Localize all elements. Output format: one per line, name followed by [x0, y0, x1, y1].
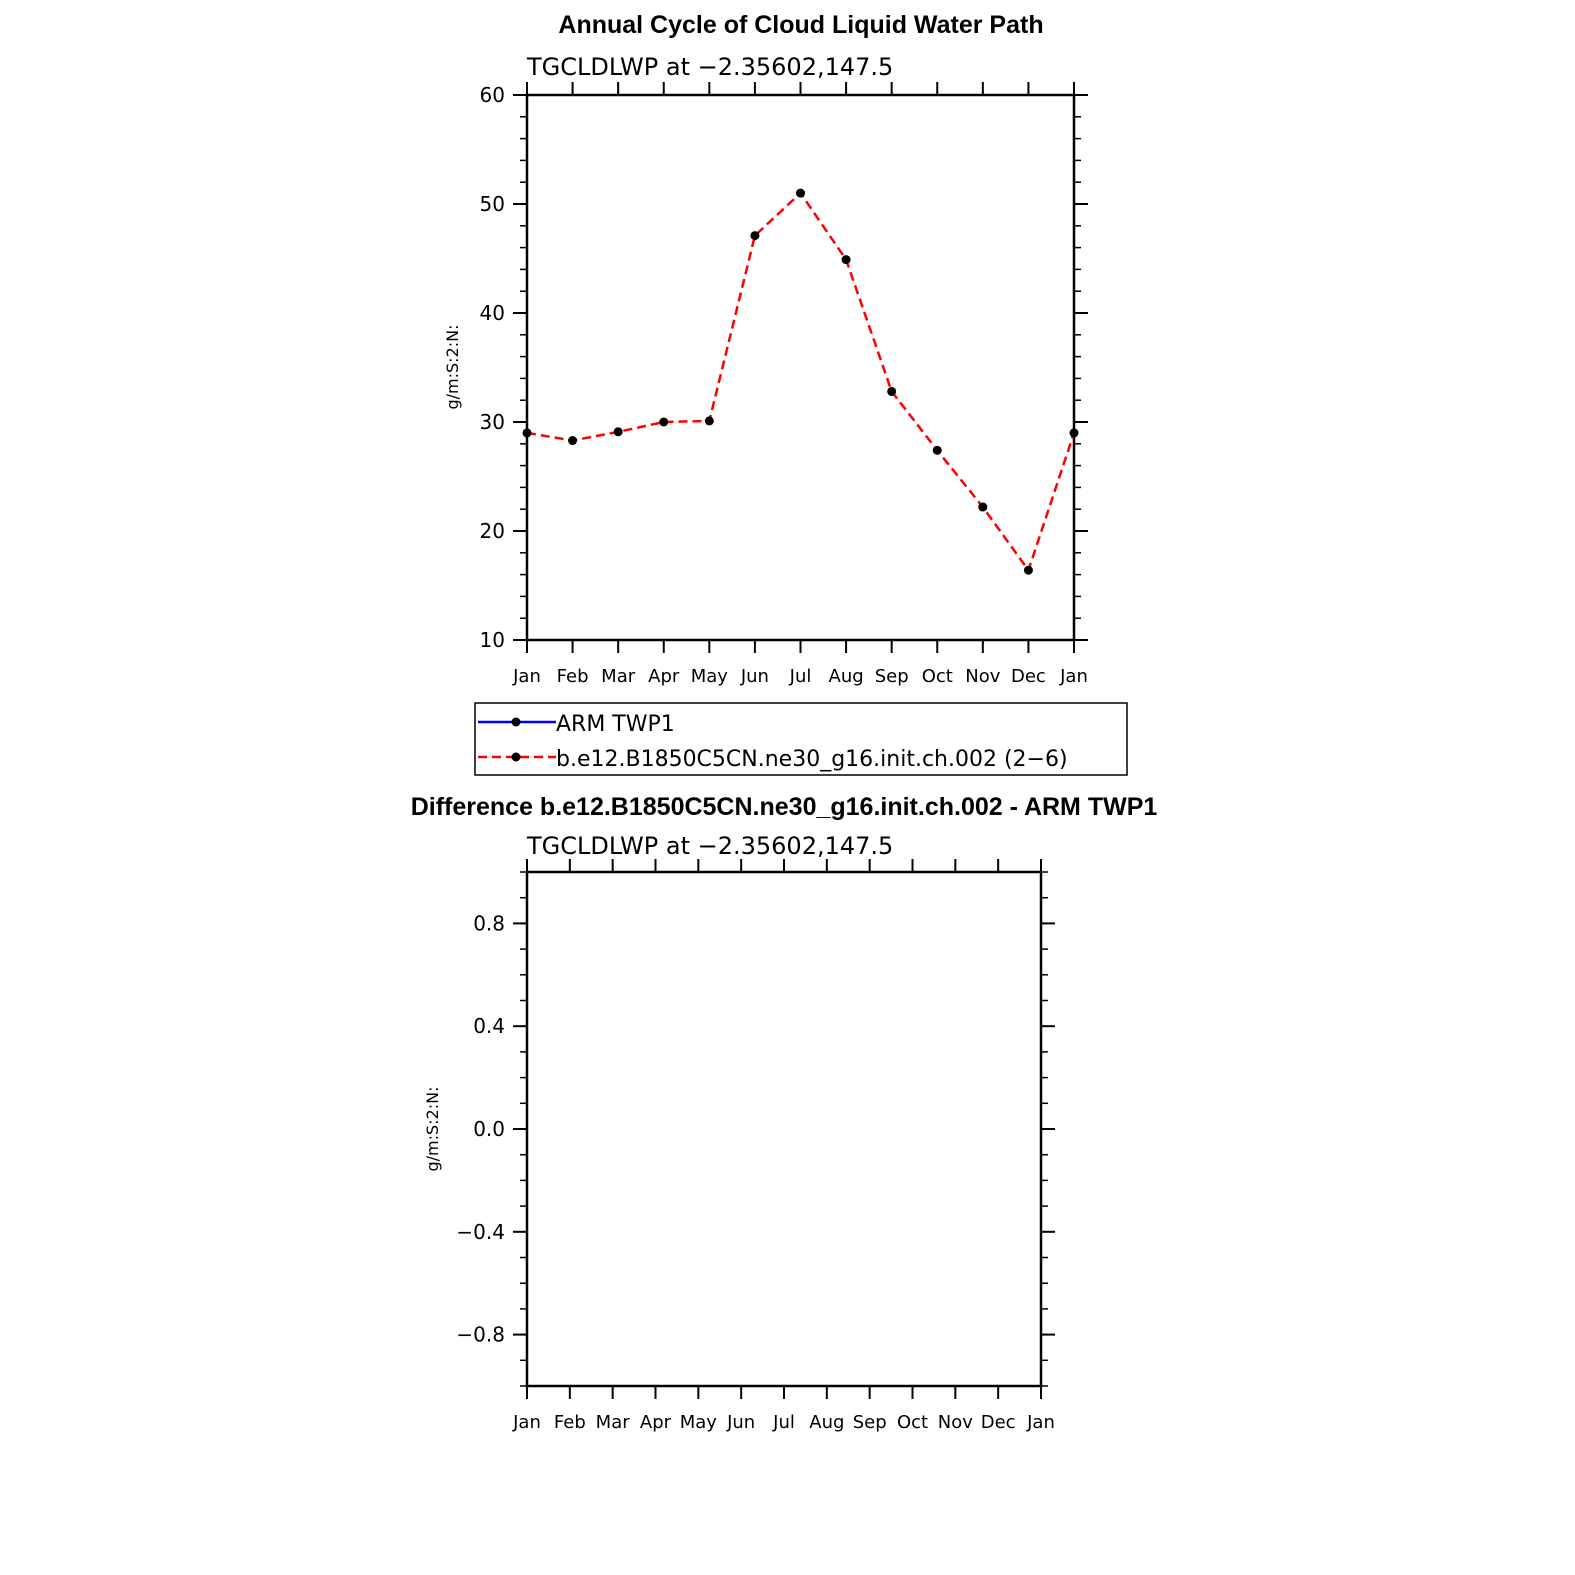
chart-title-top: Annual Cycle of Cloud Liquid Water Path: [558, 11, 1044, 39]
y-axis-label-top: g/m:S:2:N:: [443, 324, 462, 410]
plot-frame: [527, 95, 1074, 640]
x-tick-label: Dec: [980, 1412, 1016, 1433]
x-tick-label: Jan: [1060, 666, 1088, 687]
legend: [475, 703, 1127, 775]
legend-label-arm: ARM TWP1: [556, 712, 675, 737]
x-tick-label: Sep: [852, 1412, 887, 1433]
x-tick-label: Feb: [556, 666, 589, 687]
legend-marker-arm: [512, 718, 521, 727]
y-tick-label: 0.0: [473, 1117, 505, 1141]
x-tick-label: Aug: [809, 1412, 845, 1433]
x-tick-label: Nov: [965, 666, 1001, 687]
x-tick-label: Jan: [513, 666, 541, 687]
data-point: [887, 387, 896, 396]
legend-label-model: b.e12.B1850C5CN.ne30_g16.init.ch.002 (2−6): [556, 747, 1068, 772]
y-axis-label-bottom: g/m:S:2:N:: [423, 1086, 442, 1172]
x-tick-label: Mar: [595, 1412, 630, 1433]
x-tick-label: Mar: [601, 666, 636, 687]
data-point: [659, 418, 668, 427]
x-tick-label: May: [690, 666, 728, 687]
x-tick-label: May: [679, 1412, 717, 1433]
x-tick-label: Nov: [937, 1412, 973, 1433]
top-plot: [480, 82, 1088, 687]
plot-frame: [527, 872, 1041, 1386]
x-tick-label: Oct: [921, 666, 953, 687]
chart-title-bottom: Difference b.e12.B1850C5CN.ne30_g16.init.ch.002 - ARM TWP1: [410, 793, 1158, 821]
x-tick-label: Sep: [874, 666, 909, 687]
chart-subtitle-top: TGCLDLWP at −2.35602,147.5: [527, 53, 894, 81]
data-point: [568, 436, 577, 445]
x-tick-label: Jun: [740, 666, 769, 687]
x-tick-label: Aug: [828, 666, 864, 687]
data-point: [933, 446, 942, 455]
data-point: [978, 503, 987, 512]
data-point: [842, 255, 851, 264]
chart-subtitle-bottom: TGCLDLWP at −2.35602,147.5: [527, 832, 894, 860]
y-tick-label: 10: [479, 628, 505, 652]
x-tick-label: Feb: [553, 1412, 586, 1433]
x-tick-label: Dec: [1010, 666, 1046, 687]
y-tick-label: 60: [479, 83, 505, 107]
series-line: [527, 193, 1074, 570]
x-tick-label: Jun: [727, 1412, 756, 1433]
y-tick-label: 0.8: [473, 911, 505, 936]
y-tick-label: −0.8: [456, 1322, 505, 1347]
legend-marker-model: [512, 753, 521, 762]
x-tick-label: Oct: [896, 1412, 929, 1433]
y-tick-label: 40: [479, 301, 505, 325]
data-point: [1024, 566, 1033, 575]
data-point: [705, 416, 714, 425]
bottom-plot: [456, 859, 1055, 1433]
data-point: [796, 189, 805, 198]
data-point: [523, 428, 532, 437]
x-tick-label: Jan: [1027, 1412, 1055, 1433]
y-tick-label: 50: [479, 192, 505, 216]
y-tick-label: −0.4: [456, 1219, 505, 1244]
x-tick-label: Jan: [513, 1412, 541, 1433]
y-tick-label: 20: [479, 519, 505, 543]
y-tick-label: 30: [479, 410, 505, 434]
data-point: [1070, 428, 1079, 437]
x-tick-label: Apr: [639, 1412, 672, 1433]
x-tick-label: Apr: [648, 666, 680, 687]
y-tick-label: 0.4: [473, 1014, 505, 1039]
data-point: [750, 231, 759, 240]
x-tick-label: Jul: [773, 1412, 795, 1433]
data-point: [614, 427, 623, 436]
x-tick-label: Jul: [789, 666, 812, 687]
